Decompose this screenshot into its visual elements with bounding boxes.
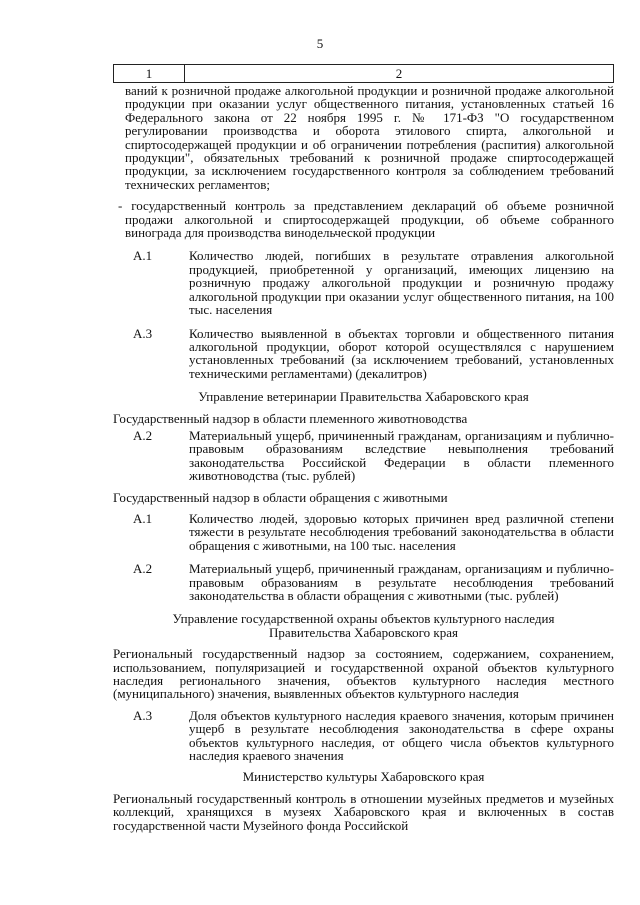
indicator-row: [113, 327, 614, 381]
indicator-code: А.3: [133, 325, 153, 341]
paragraph-alcohol-requirements: ваний к розничной продаже алкогольной продукции и розничной продаже алкогольной продукции при оказании услуг общественного питания, установленных статьей 16 Федерального закона от 22 ноября 1995 г. № 171-ФЗ "О государственном регулировании производства и оборота этилового спирта, алкогольной и спиртосодержащей продукции и об ограничении потребления (распития) алкогольной продукции", обязательных требований к розничной продаже спиртосодержащей продукции, за исключением государственного контроля за соблюдением требований технических регламентов;: [125, 83, 614, 192]
heading-heritage-department: [113, 612, 614, 639]
indicator-code: А.2: [133, 561, 153, 577]
indicator-text: Количество людей, погибших в результате отравления алкогольной продукцией, приобретенной у организаций, имеющих лицензию на розничную продажу алкогольной продукции и розничную продажу алкогольной продукции при оказании услуг общественного питания, на 100 тыс. населения: [189, 248, 614, 318]
section-museum-control: Региональный государственный контроль в отношении музейных предметов и музейных коллекций, хранящихся в музеях Хабаровского края и включенных в состав государственной части Музейного фонда Российской: [113, 790, 614, 833]
indicator-row: [113, 512, 614, 552]
indicator-row: [113, 709, 614, 763]
table-header: [113, 64, 614, 83]
section-breeding-supervision: Государственный надзор в области племенного животноводства: [113, 410, 468, 426]
indicator-code: А.2: [133, 427, 153, 443]
heading-heritage-line-2: Правительства Хабаровского края: [269, 624, 458, 640]
section-animal-supervision: Государственный надзор в области обращения с животными: [113, 489, 448, 505]
header-col-2: 2: [395, 66, 403, 81]
section-heritage-supervision: Региональный государственный надзор за состоянием, содержанием, сохранением, использованием, популяризацией и государственной охраной объектов культурного наследия регионального значения, объектов культурного наследия местного (муниципального) значения, выявленных объектов культурного наследия: [113, 646, 614, 702]
indicator-row: [113, 562, 614, 602]
indicator-code: А.1: [133, 248, 153, 264]
paragraph-declarations-control: - государственный контроль за представлением деклараций об объеме розничной продажи алкогольной и спиртосодержащей продукции, об объеме собранного винограда для производства винодельческой продукции: [118, 198, 614, 241]
heading-heritage-line-1: Управление государственной охраны объектов культурного наследия: [172, 611, 555, 627]
header-col-1: 1: [114, 65, 185, 82]
indicator-code: А.1: [133, 510, 153, 526]
indicator-row: [113, 429, 614, 483]
page-number: 5: [316, 36, 324, 51]
indicator-row: [113, 249, 614, 316]
indicator-text: Количество людей, здоровью которых причинен вред различной степени тяжести в результате несоблюдения требований законодательства в области обращения с животными, на 100 тыс. населения: [189, 510, 614, 553]
indicator-code: А.3: [133, 707, 153, 723]
indicator-text: Количество выявленной в объектах торговли и общественного питания алкогольной продукции, оборот которой осуществлялся с нарушением установленных требований (за исключением требований, установленных техническими регламентами) (декалитров): [189, 325, 614, 381]
indicator-text: Доля объектов культурного наследия краевого значения, которым причинен ущерб в результате несоблюдения законодательства в сфере охраны объектов культурного наследия, от общего числа объектов культурного наследия краевого значения: [189, 707, 614, 764]
heading-culture-ministry: Министерство культуры Хабаровского края: [242, 769, 485, 785]
document-body: [113, 84, 614, 832]
heading-veterinary-department: Управление ветеринарии Правительства Хабаровского края: [198, 389, 529, 405]
indicator-text: Материальный ущерб, причиненный гражданам, организациям и публично-правовым образованиям вследствие невыполнения требований законодательства Российской Федерации в области племенного животноводства (тыс. рублей): [189, 427, 614, 484]
indicator-text: Материальный ущерб, причиненный гражданам, организациям и публично-правовым образованиям в результате несоблюдения требований законодательства в области обращения с животными (тыс. рублей): [189, 561, 614, 603]
